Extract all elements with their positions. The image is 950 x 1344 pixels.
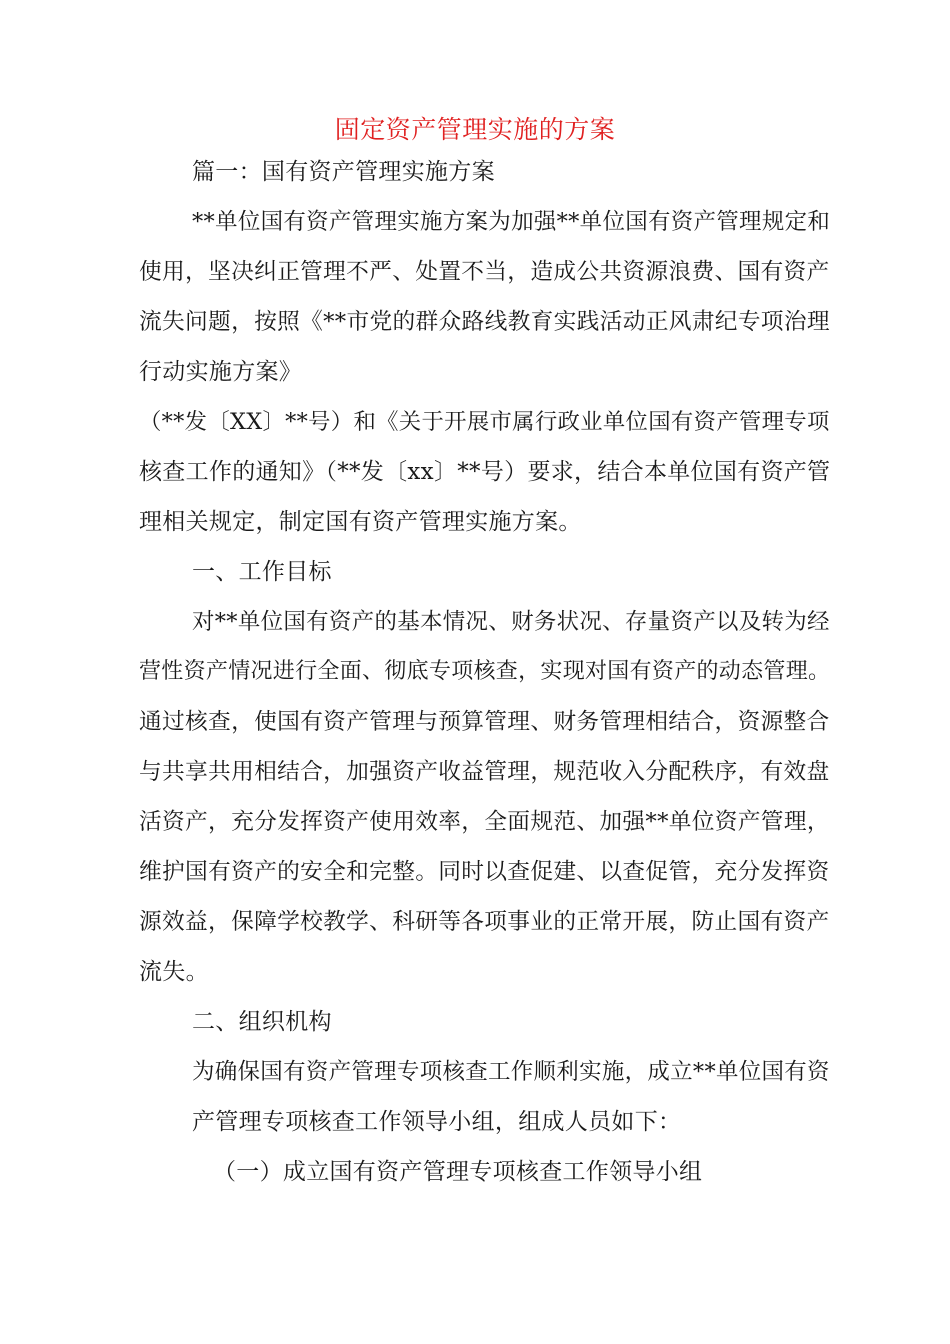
paragraph-line: 与共享共用相结合，加强资产收益管理，规范收入分配秩序，有效盘 bbox=[139, 759, 830, 785]
paragraph-line: 营性资产情况进行全面、彻底专项核查，实现对国有资产的动态管理。 bbox=[139, 659, 831, 684]
paragraph-line: 对**单位国有资产的基本情况、财务状况、存量资产以及转为经 bbox=[192, 609, 830, 635]
document-title: 固定资产管理实施的方案 bbox=[334, 115, 616, 144]
paragraph-line: 使用，坚决纠正管理不严、处置不当，造成公共资源浪费、国有资产 bbox=[139, 259, 830, 285]
section-heading-organization: 二、组织机构 bbox=[192, 1009, 332, 1035]
paragraph-line: 通过核查，使国有资产管理与预算管理、财务管理相结合，资源整合 bbox=[139, 709, 830, 735]
section-heading-goals: 一、工作目标 bbox=[192, 559, 332, 585]
section-heading-part-one: 篇一：国有资产管理实施方案 bbox=[192, 159, 495, 185]
paragraph-line: 为确保国有资产管理专项核查工作顺利实施，成立**单位国有资 bbox=[192, 1059, 830, 1085]
paragraph-line: 理相关规定，制定国有资产管理实施方案。 bbox=[139, 509, 582, 535]
paragraph-line: 流失问题，按照《**市党的群众路线教育实践活动正风肃纪专项治理 bbox=[139, 309, 830, 335]
paragraph-line: 行动实施方案》 bbox=[139, 359, 303, 385]
subsection-heading-leadership-group: （一）成立国有资产管理专项核查工作领导小组 bbox=[213, 1159, 703, 1185]
paragraph-line: 核查工作的通知》（**发〔xx〕**号）要求，结合本单位国有资产管 bbox=[139, 459, 831, 485]
paragraph-line: **单位国有资产管理实施方案为加强**单位国有资产管理规定和 bbox=[192, 209, 831, 235]
paragraph-line: （**发〔XX〕**号）和《关于开展市属行政业单位国有资产管理专项 bbox=[139, 409, 830, 435]
paragraph-line: 活资产，充分发挥资产使用效率，全面规范、加强**单位资产管理， bbox=[139, 809, 830, 835]
paragraph-line: 产管理专项核查工作领导小组，组成人员如下： bbox=[192, 1109, 682, 1135]
paragraph-line: 维护国有资产的安全和完整。同时以查促建、以查促管，充分发挥资 bbox=[139, 859, 830, 885]
paragraph-line: 流失。 bbox=[139, 959, 209, 985]
paragraph-line: 源效益，保障学校教学、科研等各项事业的正常开展，防止国有资产 bbox=[139, 909, 830, 935]
